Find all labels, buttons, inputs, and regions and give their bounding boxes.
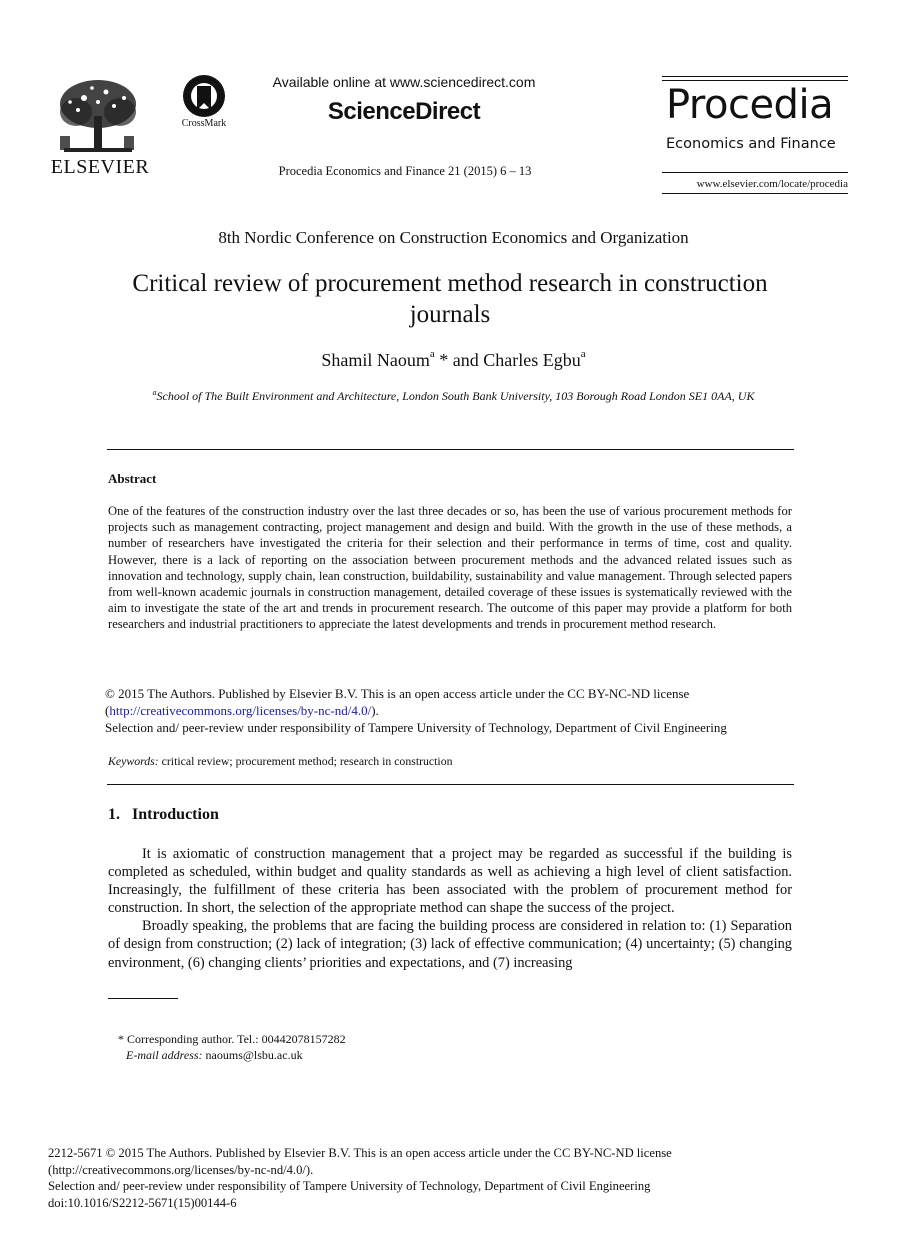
procedia-bottom-rule xyxy=(662,172,848,173)
introduction-body xyxy=(108,845,792,972)
corresponding-author-note: * Corresponding author. Tel.: 00442078157282 xyxy=(118,1032,346,1046)
keywords-list: critical review; procurement method; research in construction xyxy=(158,754,453,768)
license-link-line xyxy=(105,703,805,720)
available-online-link[interactable]: Available online at www.sciencedirect.com xyxy=(272,74,536,90)
author-joiner: and xyxy=(448,350,484,370)
paragraph: It is axiomatic of construction management that a project may be regarded as successful if the building is completed as scheduled, within budget and quality standards as well as achieving a high level of client satisfaction. Increasingly, the fulfillment of these criteria has been associated with the problem of procurement method for construction. In short, the selection of the appropriate method can shape the success of the project. xyxy=(108,846,792,917)
crossmark-badge[interactable] xyxy=(176,74,232,134)
corresponding-mark: * xyxy=(434,350,449,370)
doi[interactable]: doi:10.1016/S2212-5671(15)00144-6 xyxy=(48,1195,237,1210)
procedia-url-link[interactable]: www.elsevier.com/locate/procedia xyxy=(696,178,848,190)
affiliation-mark: a xyxy=(152,388,157,397)
conference-name: 8th Nordic Conference on Construction Economics and Organization xyxy=(218,228,689,247)
keywords-label: Keywords: xyxy=(108,754,159,768)
paper-title: Critical review of procurement method research in construction journals xyxy=(132,270,768,328)
author-list xyxy=(0,350,907,371)
license-paren-close: ). xyxy=(371,702,379,718)
sciencedirect-logo: ScienceDirect xyxy=(327,98,481,125)
paragraph: Broadly speaking, the problems that are facing the building process are considered in relation to: (1) Separation of design from construction; (2) lack of integration; (3) lack of effective communication; (4) uncertainty; (5) changing environment, (6) changing clients’ priorities and expectations, and (7) increasing xyxy=(108,918,792,971)
elsevier-logo xyxy=(50,74,150,178)
procedia-brand xyxy=(662,76,848,194)
procedia-top-rule xyxy=(662,76,848,77)
section-heading-introduction xyxy=(108,806,219,824)
license-link[interactable]: http://creativecommons.org/licenses/by-nc-nd/4.0/ xyxy=(109,702,372,718)
affiliation-text: School of The Built Environment and Architecture, London South Bank University, 103 Borough Road London SE1 0AA, UK xyxy=(156,389,755,403)
license-paren-open: ( xyxy=(105,702,110,718)
abstract-bottom-rule xyxy=(107,784,794,785)
email-label: E-mail address: xyxy=(126,1048,203,1062)
copyright-line: 2212-5671 © 2015 The Authors. Published by Elsevier B.V. This is an open access article under the CC BY-NC-ND license xyxy=(48,1146,672,1160)
procedia-top-rule-2 xyxy=(662,80,848,81)
peer-review-statement: Selection and/ peer-review under responsibility of Tampere University of Technology, Department of Civil Engineering xyxy=(105,719,727,735)
footnote-rule xyxy=(108,998,178,999)
author-affiliation-mark: a xyxy=(429,348,435,360)
journal-reference: Procedia Economics and Finance 21 (2015) 6 – 13 xyxy=(278,164,532,178)
abstract-text: One of the features of the construction industry over the last three decades or so, has been the use of various procurement methods for projects such as management contracting, project management and design and build. With the growth in the use of these methods, a number of researchers have investigated the criteria for their selection and their performance in terms of time, cost and quality. However, there is a lack of reporting on the association between procurement methods and the advanced related issues such as innovation and technology, supply chain, lean construction, buildability, sustainability and value management. Through selected papers from well-known academic journals in construction management, detailed coverage of these issues is systematically reviewed with the aim to investigate the state of the art and trends in procurement research. The outcome of this paper may provide a platform for both researchers and industrial practitioners to appreciate the latest developments and trends in procurement method research. xyxy=(108,504,792,632)
author-name: Charles Egbu xyxy=(483,350,581,370)
procedia-subtitle: Economics and Finance xyxy=(666,136,836,152)
section-number: 1. xyxy=(108,806,120,823)
section-title: Introduction xyxy=(132,806,219,823)
copyright-license-link[interactable]: (http://creativecommons.org/licenses/by-nc-nd/4.0/). xyxy=(48,1162,314,1177)
author-name: Shamil Naoum xyxy=(321,350,430,370)
elsevier-wordmark: ELSEVIER xyxy=(50,156,150,178)
email-line xyxy=(118,1047,346,1063)
procedia-title: Procedia xyxy=(666,82,834,128)
license-block xyxy=(105,686,805,736)
crossmark-label: CrossMark xyxy=(181,118,227,129)
footnote xyxy=(118,1031,346,1063)
affiliation xyxy=(0,388,907,404)
copyright-peer-review: Selection and/ peer-review under responsibility of Tampere University of Technology, Department of Civil Engineering xyxy=(48,1179,651,1194)
email-address[interactable]: naoums@lsbu.ac.uk xyxy=(202,1048,303,1062)
author-affiliation-mark: a xyxy=(580,348,586,360)
copyright-footer xyxy=(48,1145,768,1211)
abstract-heading: Abstract xyxy=(108,471,157,486)
crossmark-icon xyxy=(176,74,232,120)
keywords xyxy=(108,754,798,769)
elsevier-tree-icon xyxy=(54,76,142,156)
license-statement: © 2015 The Authors. Published by Elsevier B.V. This is an open access article under the CC BY-NC-ND license xyxy=(105,686,690,701)
abstract-top-rule xyxy=(107,449,794,450)
procedia-bottom-rule-2 xyxy=(662,193,848,194)
